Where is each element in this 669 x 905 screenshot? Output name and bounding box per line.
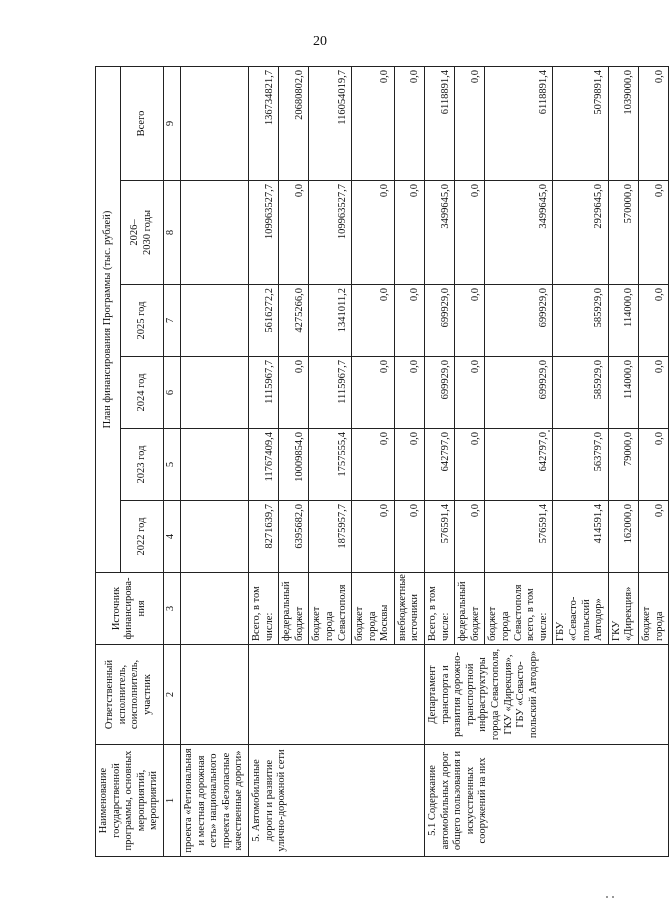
value-cell: 0,0 bbox=[352, 181, 395, 285]
value-cell bbox=[180, 285, 248, 357]
value-cell: 0,0 bbox=[394, 181, 424, 285]
value-cell: 585929,0 bbox=[553, 285, 608, 357]
column-numbers-row bbox=[163, 66, 180, 856]
value-cell: 1115967,7 bbox=[309, 357, 352, 429]
value-cell: 0,0 bbox=[394, 66, 424, 180]
column-number: 5 bbox=[163, 429, 180, 501]
value-cell: 0,0 bbox=[394, 285, 424, 357]
value-cell: 699929,0 bbox=[485, 285, 553, 357]
value-cell: 0,0 bbox=[352, 429, 395, 501]
column-number: 1 bbox=[163, 745, 180, 857]
header-year-2023: 2023 год bbox=[121, 429, 164, 501]
value-cell: 20680802,0 bbox=[279, 66, 309, 180]
value-cell: 576591,4 bbox=[425, 501, 455, 573]
value-cell: 136734821,7 bbox=[248, 66, 278, 180]
value-cell: 2929645,0 bbox=[553, 181, 608, 285]
responsible-cell bbox=[248, 645, 424, 745]
column-number: 3 bbox=[163, 573, 180, 645]
value-cell: 1039000,0 bbox=[608, 66, 638, 180]
header-responsible: Ответственный исполнитель, соисполнитель, участник bbox=[96, 645, 164, 745]
column-number: 4 bbox=[163, 501, 180, 573]
source-cell: Всего, в том числе: bbox=[425, 573, 455, 645]
value-cell: 0,0 bbox=[455, 501, 485, 573]
value-cell: 3499645,0 bbox=[425, 181, 455, 285]
table-row bbox=[180, 66, 248, 856]
value-cell: 563797,0 bbox=[553, 429, 608, 501]
financing-table-rotated bbox=[95, 67, 665, 857]
value-cell bbox=[180, 181, 248, 285]
value-cell: 414591,4 bbox=[553, 501, 608, 573]
value-cell: 0,0 bbox=[455, 181, 485, 285]
value-cell: 699929,0 bbox=[485, 357, 553, 429]
value-cell: 0,0 bbox=[638, 501, 668, 573]
value-cell: 0,0 bbox=[394, 429, 424, 501]
value-cell: 0,0 bbox=[638, 285, 668, 357]
value-cell: 576591,4 bbox=[485, 501, 553, 573]
value-cell bbox=[180, 501, 248, 573]
value-cell: 6118891,4 bbox=[485, 66, 553, 180]
value-cell: 570000,0 bbox=[608, 181, 638, 285]
value-cell: 0,0 bbox=[455, 429, 485, 501]
value-cell: 699929,0 bbox=[425, 285, 455, 357]
header-year-2024: 2024 год bbox=[121, 357, 164, 429]
value-cell: 0,0 bbox=[279, 357, 309, 429]
value-cell: 116054019,7 bbox=[309, 66, 352, 180]
value-cell: 5079891,4 bbox=[553, 66, 608, 180]
source-cell: федеральный бюджет bbox=[455, 573, 485, 645]
value-cell: 0,0 bbox=[352, 501, 395, 573]
source-cell bbox=[180, 573, 248, 645]
header-year-2025: 2025 год bbox=[121, 285, 164, 357]
column-number: 8 bbox=[163, 181, 180, 285]
value-cell: 109963527,7 bbox=[248, 181, 278, 285]
header-year-2026-2030: 2026– 2030 годы bbox=[121, 181, 164, 285]
source-cell: ГКУ «Дирекция» bbox=[608, 573, 638, 645]
value-cell: 0,0 bbox=[455, 285, 485, 357]
source-cell: бюджет города Севастополя всего, в том числе: bbox=[485, 573, 553, 645]
scan-speck bbox=[606, 896, 608, 898]
value-cell: 0,0 bbox=[394, 501, 424, 573]
value-cell: 0,0 bbox=[394, 357, 424, 429]
scan-speck bbox=[612, 896, 614, 898]
header-total: Всего bbox=[121, 66, 164, 180]
value-cell: 6118891,4 bbox=[425, 66, 455, 180]
value-cell: 0,0 bbox=[455, 357, 485, 429]
value-cell: 10009854,0 bbox=[279, 429, 309, 501]
financing-table bbox=[95, 66, 669, 857]
value-cell: 0,0 bbox=[638, 357, 668, 429]
value-cell bbox=[180, 357, 248, 429]
column-number: 2 bbox=[163, 645, 180, 745]
table-row bbox=[425, 66, 455, 856]
source-cell: внебюджетные источники bbox=[394, 573, 424, 645]
value-cell: 162000,0 bbox=[608, 501, 638, 573]
source-cell: ГБУ «Севасто-польский Автодор» bbox=[553, 573, 608, 645]
responsible-cell bbox=[180, 645, 248, 745]
page-number: 20 bbox=[313, 34, 327, 49]
source-cell: федеральный бюджет bbox=[279, 573, 309, 645]
header-year-2022: 2022 год bbox=[121, 501, 164, 573]
value-cell: 5616272,2 bbox=[248, 285, 278, 357]
value-cell: 0,0 bbox=[638, 429, 668, 501]
column-number: 7 bbox=[163, 285, 180, 357]
value-cell: 3499645,0 bbox=[485, 181, 553, 285]
value-cell: 11767409,4 bbox=[248, 429, 278, 501]
value-cell: 6395682,0 bbox=[279, 501, 309, 573]
value-cell: 699929,0 bbox=[425, 357, 455, 429]
value-cell: 1757555,4 bbox=[309, 429, 352, 501]
value-cell: 1115967,7 bbox=[248, 357, 278, 429]
value-cell: 109963527,7 bbox=[309, 181, 352, 285]
value-cell: 0,0 bbox=[455, 66, 485, 180]
column-number: 9 bbox=[163, 66, 180, 180]
program-name-cell: 5. Автомобильные дороги и развитие улично-дорожной сети bbox=[248, 745, 424, 857]
value-cell bbox=[180, 66, 248, 180]
table-row bbox=[248, 66, 278, 856]
value-cell: 114000,0 bbox=[608, 285, 638, 357]
value-cell: 4275266,0 bbox=[279, 285, 309, 357]
value-cell: 0,0 bbox=[352, 66, 395, 180]
value-cell: 0,0 bbox=[352, 357, 395, 429]
header-source: Источник финансирова-ния bbox=[96, 573, 164, 645]
source-cell: Всего, в том числе: bbox=[248, 573, 278, 645]
value-cell: 0,0 bbox=[638, 181, 668, 285]
responsible-cell: Департамент транспорта и развития дорожно-транспортной инфраструктуры города Севастополя, ГКУ «Дирекция», ГБУ «Севасто-польский Автодор» bbox=[425, 645, 669, 745]
header-plan-title: План финансирования Программы (тыс. рублей) bbox=[96, 66, 121, 572]
value-cell: 0,0 bbox=[638, 66, 668, 180]
source-cell: бюджет города Москвы bbox=[352, 573, 395, 645]
value-cell: 114000,0 bbox=[608, 357, 638, 429]
value-cell: 1875957,7 bbox=[309, 501, 352, 573]
header-name: Наименование государственной программы, основных мероприятий, мероприятий bbox=[96, 745, 164, 857]
value-cell: 585929,0 bbox=[553, 357, 608, 429]
value-cell: 79000,0 bbox=[608, 429, 638, 501]
scan-speck bbox=[548, 430, 550, 432]
value-cell: 642797,0 bbox=[485, 429, 553, 501]
value-cell bbox=[180, 429, 248, 501]
value-cell: 642797,0 bbox=[425, 429, 455, 501]
value-cell: 0,0 bbox=[352, 285, 395, 357]
value-cell: 0,0 bbox=[279, 181, 309, 285]
program-name-cell: 5.1 Содержание автомобильных дорог общего пользования и искусственных сооружений на них bbox=[425, 745, 669, 857]
source-cell: бюджет города Севастополя bbox=[309, 573, 352, 645]
column-number: 6 bbox=[163, 357, 180, 429]
program-name-cell: проекта «Региональная и местная дорожная сеть» национального проекта «Безопасные качественные дороги» bbox=[180, 745, 248, 857]
value-cell: 8271639,7 bbox=[248, 501, 278, 573]
source-cell: бюджет города bbox=[638, 573, 668, 645]
value-cell: 1341011,2 bbox=[309, 285, 352, 357]
